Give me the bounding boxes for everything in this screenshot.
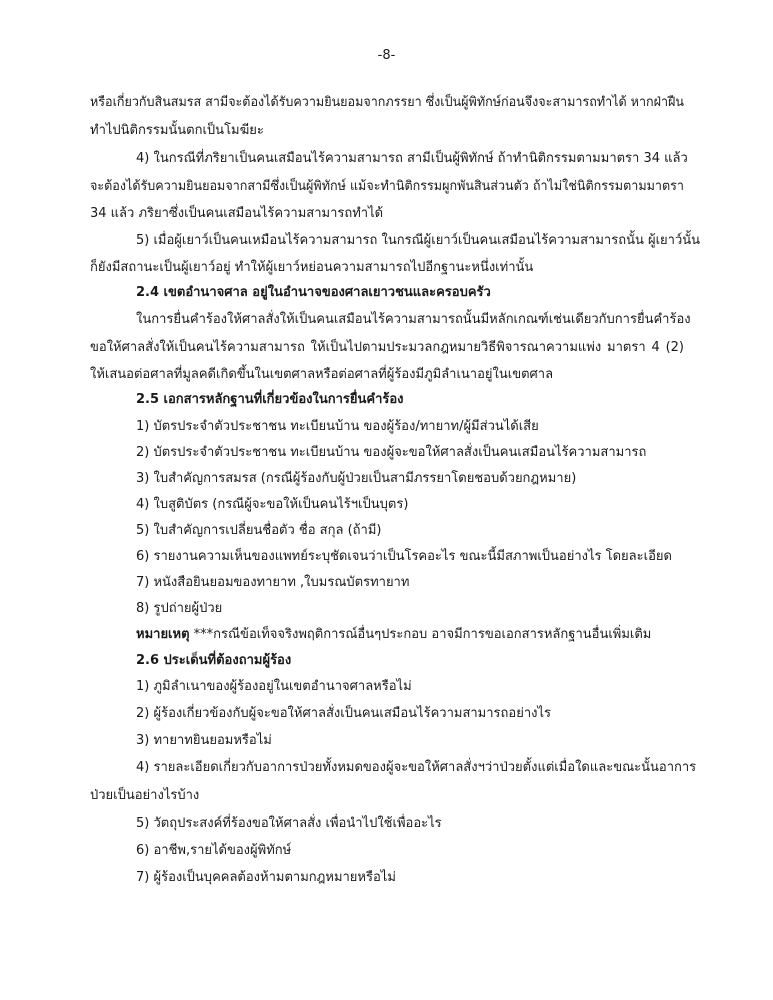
line-text: 34 แล้ว ภริยาซึ่งเป็นคนเสมือนไร้ความสามารถทำได้ [90, 206, 384, 221]
page-number: -8- [377, 48, 396, 63]
heading-text: 2.4 เขตอำนาจศาล อยู่ในอำนาจของศาลเยาวชนและครอบครัว [136, 285, 491, 300]
heading-text: 2.6 ประเด็นที่ต้องถามผู้ร้อง [136, 653, 292, 668]
item-text: 2) ผู้ร้องเกี่ยวข้องกับผู้จะขอให้ศาลสั่งเป็นคนเสมือนไร้ความสามารถอย่างไร [136, 706, 551, 721]
item-text: 2) บัตรประจำตัวประชาชน ทะเบียนบ้าน ของผู้จะขอให้ศาลสั่งเป็นคนเสมือนไร้ความสามารถ [136, 445, 647, 460]
note-label: หมายเหตุ [136, 627, 190, 642]
line-text: ขอให้ศาลสั่งให้เป็นคนไร้ความสามารถ ให้เป็นไปตามประมวลกฎหมายวิธีพิจารณาความแพ่ง มาตรา 4 (2) [90, 340, 684, 355]
line-text: ให้เสนอต่อศาลที่มูลคดีเกิดขึ้นในเขตศาลหรือต่อศาลที่ผู้ร้องมีภูมิลำเนาอยู่ในเขตศาล [90, 367, 554, 382]
line-text: ก็ยังมีสถานะเป็นผู้เยาว์อยู่ ทำให้ผู้เยาว์หย่อนความสามารถไปอีกฐานะหนึ่งเท่านั้น [90, 260, 534, 275]
item-text: 4) รายละเอียดเกี่ยวกับอาการป่วยทั้งหมดของผู้จะขอให้ศาลสั่งฯว่าป่วยตั้งแต่เมื่อใดและขณะนั้นอาการ [136, 760, 697, 775]
line-text: หรือเกี่ยวกับสินสมรส สามีจะต้องได้รับความยินยอมจากภรรยา ซึ่งเป็นผู้พิทักษ์ก่อนจึงจะสามารถทำได้ หากฝ่าฝืน [90, 95, 685, 110]
item-text: 4) ใบสูติบัตร (กรณีผู้จะขอให้เป็นคนไร้ฯเป็นบุตร) [136, 497, 409, 512]
line-text: 4) ในกรณีที่ภริยาเป็นคนเสมือนไร้ความสามารถ สามีเป็นผู้พิทักษ์ ถ้าทำนิติกรรมตามมาตรา 34 แล้ว [136, 151, 688, 166]
line-text: 5) เมื่อผู้เยาว์เป็นคนเหมือนไร้ความสามารถ ในกรณีผู้เยาว์เป็นคนเสมือนไร้ความสามารถนั้น ผู้เยาว์นั้น [136, 233, 701, 248]
note-text: ***กรณีข้อเท็จจริงพฤติการณ์อื่นๆประกอบ อาจมีการขอเอกสารหลักฐานอื่นเพิ่มเติม [189, 627, 652, 642]
item-text: 7) ผู้ร้องเป็นบุคคลต้องห้ามตามกฎหมายหรือไม่ [136, 870, 396, 885]
line-text: ในการยื่นคำร้องให้ศาลสั่งให้เป็นคนเสมือนไร้ความสามารถนั้นมีหลักเกณฑ์เช่นเดียวกับการยื่นคำร้อง [136, 312, 691, 327]
item-text: 3) ใบสำคัญการสมรส (กรณีผู้ร้องกับผู้ป่วยเป็นสามีภรรยาโดยชอบด้วยกฎหมาย) [136, 471, 577, 486]
item-text: 7) หนังสือยินยอมของทายาท ,ใบมรณบัตรทายาท [136, 575, 410, 590]
item-text: 6) รายงานความเห็นของแพทย์ระบุชัดเจนว่าเป็นโรคอะไร ขณะนี้มีสภาพเป็นอย่างไร โดยละเอียด [136, 549, 672, 564]
item-text: 5) วัตถุประสงค์ที่ร้องขอให้ศาลสั่ง เพื่อนำไปใช้เพื่ออะไร [136, 816, 442, 831]
heading-text: 2.5 เอกสารหลักฐานที่เกี่ยวข้องในการยื่นคำร้อง [136, 392, 404, 407]
item-text: 6) อาชีพ,รายได้ของผู้พิทักษ์ [136, 843, 292, 858]
item-text: 1) บัตรประจำตัวประชาชน ทะเบียนบ้าน ของผู้ร้อง/ทายาท/ผู้มีส่วนได้เสีย [136, 419, 539, 434]
item-text: 8) รูปถ่ายผู้ป่วย [136, 601, 223, 616]
line-text: ทำไปนิติกรรมนั้นตกเป็นโมฆียะ [90, 123, 264, 138]
item-text: 5) ใบสำคัญการเปลี่ยนชื่อตัว ชื่อ สกุล (ถ้ามี) [136, 523, 382, 538]
item-text: 3) ทายาทยินยอมหรือไม่ [136, 733, 272, 748]
item-text: ป่วยเป็นอย่างไรบ้าง [90, 788, 200, 803]
line-text: จะต้องได้รับความยินยอมจากสามีซึ่งเป็นผู้พิทักษ์ แม้จะทำนิติกรรมผูกพันสินส่วนตัว ถ้าไม่ใช่นิติกรรมตามมาตรา [90, 179, 685, 194]
item-text: 1) ภูมิลำเนาของผู้ร้องอยู่ในเขตอำนาจศาลหรือไม่ [136, 679, 412, 694]
